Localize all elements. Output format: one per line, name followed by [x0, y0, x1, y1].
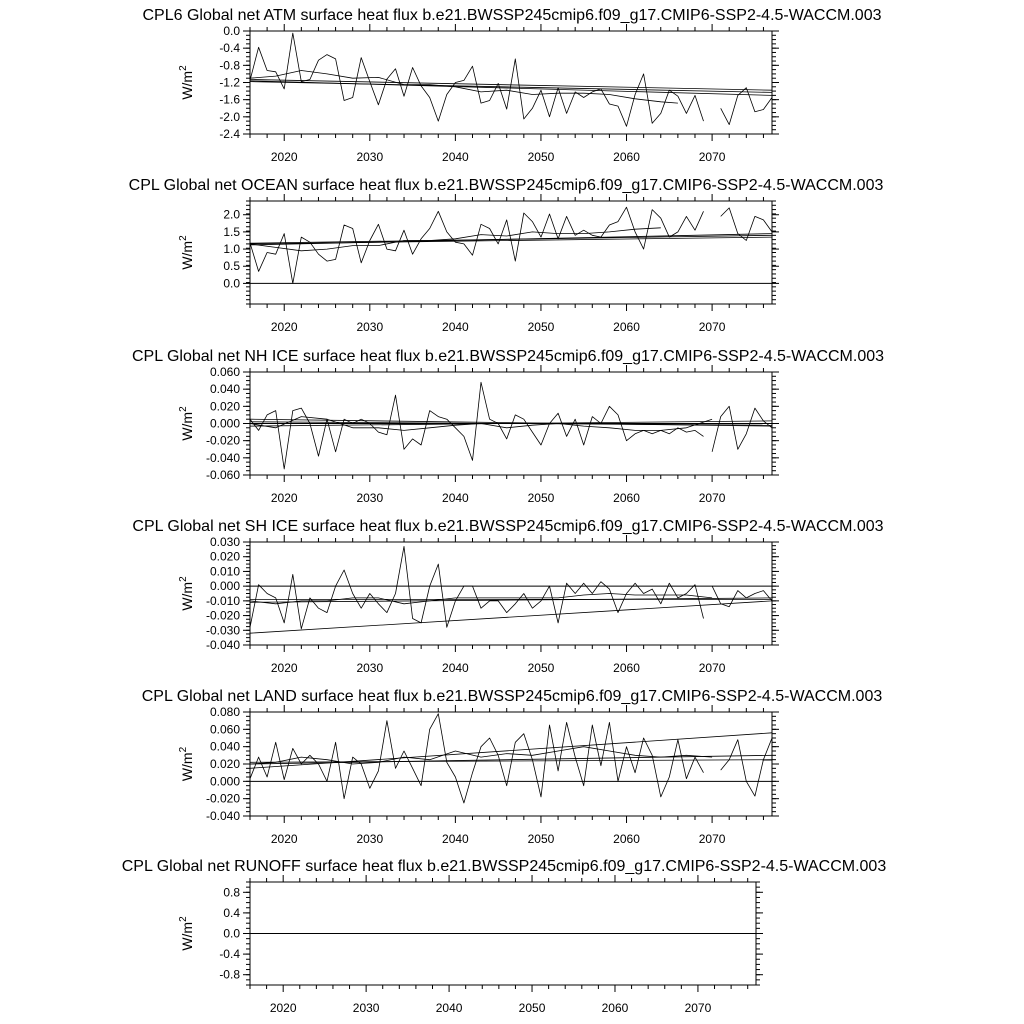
x-tick-label: 2020	[270, 661, 298, 675]
x-tick-label: 2070	[698, 491, 726, 505]
x-tick-label: 2070	[684, 1001, 712, 1015]
x-tick-label: 2050	[527, 150, 555, 164]
y-axis-label-superscript: 2	[178, 235, 189, 241]
y-axis-label-base: W/m	[179, 70, 195, 100]
y-tick-label: -0.020	[205, 433, 240, 448]
series-line	[250, 598, 772, 602]
x-tick-label: 2050	[518, 1001, 546, 1015]
chart-title: CPL Global net RUNOFF surface heat flux b.e21.BWSSP245cmip6.f09_g17.CMIP6-SSP2-4.5-WACCM.003	[121, 858, 887, 875]
plot-frame	[250, 542, 772, 645]
chart-panel	[142, 7, 881, 164]
y-axis-label	[178, 576, 195, 611]
series-line	[250, 601, 772, 633]
x-tick-label: 2040	[442, 832, 469, 846]
series-line	[721, 88, 772, 125]
y-tick-label: -0.020	[205, 791, 240, 806]
x-tick-label: 2070	[698, 661, 726, 675]
y-tick-label: 0.030	[209, 535, 240, 549]
y-tick-label: 1.5	[223, 224, 240, 239]
chart-panel	[132, 348, 884, 505]
plot-frame	[250, 201, 772, 304]
y-tick-label: 0.010	[209, 564, 240, 579]
x-tick-label: 2030	[356, 491, 384, 505]
y-tick-label: 0.080	[209, 705, 240, 719]
series-line	[250, 714, 704, 803]
x-tick-label: 2070	[698, 320, 726, 334]
y-tick-label: 0.8	[223, 885, 240, 900]
y-axis-label	[178, 235, 195, 270]
y-axis-label-superscript: 2	[178, 576, 189, 582]
series-line	[712, 406, 772, 452]
y-tick-label: -2.4	[219, 127, 240, 141]
y-tick-label: 0.060	[209, 365, 240, 379]
y-tick-label: -2.0	[219, 109, 240, 124]
y-axis-label-base: W/m	[179, 752, 195, 782]
x-tick-label: 2030	[356, 320, 384, 334]
x-tick-label: 2020	[270, 150, 298, 164]
y-tick-label: -0.010	[205, 593, 240, 608]
y-tick-label: 0.020	[209, 549, 240, 564]
y-tick-label: -0.4	[219, 41, 240, 56]
chart-title: CPL Global net NH ICE surface heat flux b.e21.BWSSP245cmip6.f09_g17.CMIP6-SSP2-4.5-WACCM.003	[131, 348, 885, 365]
y-tick-label: -0.8	[219, 967, 240, 982]
y-tick-label: 0.4	[223, 905, 240, 920]
y-axis-label	[178, 916, 195, 951]
x-tick-label: 2070	[698, 832, 726, 846]
y-tick-label: 0.0	[223, 24, 240, 38]
x-tick-label: 2030	[352, 1001, 380, 1015]
y-tick-label: 0.060	[209, 722, 240, 737]
x-tick-label: 2060	[613, 832, 640, 846]
x-tick-label: 2060	[613, 320, 640, 334]
x-tick-label: 2030	[356, 832, 384, 846]
x-tick-label: 2030	[356, 150, 384, 164]
x-tick-label: 2050	[527, 832, 555, 846]
series-line	[712, 586, 772, 607]
chart-panel	[122, 858, 887, 1015]
y-tick-label: -0.040	[205, 809, 240, 823]
y-axis-label-superscript: 2	[178, 916, 189, 922]
x-tick-label: 2060	[601, 1001, 629, 1015]
chart-title: CPL6 Global net ATM surface heat flux b.e21.BWSSP245cmip6.f09_g17.CMIP6-SSP2-4.5-WACCM.003	[142, 7, 882, 24]
series-line	[250, 33, 704, 126]
x-tick-label: 2020	[270, 491, 298, 505]
series-line	[250, 207, 704, 283]
y-axis-label	[178, 746, 195, 781]
x-tick-label: 2040	[435, 1001, 463, 1015]
y-tick-label: -0.8	[219, 58, 240, 73]
y-tick-label: 1.0	[223, 242, 240, 257]
y-tick-label: 0.5	[223, 259, 240, 274]
x-tick-label: 2050	[527, 320, 555, 334]
y-axis-label-superscript: 2	[178, 746, 189, 753]
y-tick-label: 0.000	[209, 416, 240, 431]
series-line	[250, 546, 704, 628]
y-tick-label: 0.000	[209, 579, 240, 594]
y-axis-label-superscript: 2	[178, 65, 189, 71]
x-tick-label: 2040	[442, 661, 469, 675]
y-tick-label: -1.6	[219, 92, 240, 107]
chart-title: CPL Global net LAND surface heat flux b.e21.BWSSP245cmip6.f09_g17.CMIP6-SSP2-4.5-WACCM.003	[141, 688, 883, 705]
y-axis-label	[178, 406, 195, 441]
chart-panel	[132, 518, 883, 675]
x-tick-label: 2060	[613, 661, 640, 675]
y-tick-label: -0.020	[205, 608, 240, 623]
y-axis-label	[178, 65, 195, 100]
y-tick-label: 0.040	[209, 739, 240, 754]
x-tick-label: 2020	[270, 320, 298, 334]
y-tick-label: -0.4	[219, 947, 240, 962]
x-tick-label: 2050	[527, 661, 555, 675]
y-tick-label: 0.0	[223, 926, 240, 941]
x-tick-label: 2030	[356, 661, 384, 675]
y-axis-label-base: W/m	[179, 921, 195, 951]
x-tick-label: 2040	[442, 491, 469, 505]
x-tick-label: 2020	[269, 1001, 297, 1015]
y-tick-label: 0.0	[223, 276, 240, 291]
x-tick-label: 2050	[527, 491, 555, 505]
y-axis-label-base: W/m	[179, 411, 195, 441]
y-tick-label: 0.040	[209, 382, 240, 397]
y-tick-label: -0.040	[205, 450, 240, 465]
chart-panel	[129, 177, 884, 334]
x-tick-label: 2020	[270, 832, 298, 846]
y-tick-label: -1.2	[219, 75, 240, 90]
x-tick-label: 2060	[613, 491, 640, 505]
y-tick-label: 2.0	[223, 207, 240, 222]
y-tick-label: -0.060	[205, 468, 240, 482]
series-line	[250, 80, 772, 91]
y-tick-label: -0.030	[205, 623, 240, 638]
chart-panel	[142, 688, 883, 846]
x-tick-label: 2040	[442, 320, 469, 334]
y-tick-label: 0.000	[209, 774, 240, 789]
chart-title: CPL Global net OCEAN surface heat flux b.e21.BWSSP245cmip6.f09_g17.CMIP6-SSP2-4.5-WACCM.003	[128, 177, 884, 194]
x-tick-label: 2070	[698, 150, 726, 164]
x-tick-label: 2040	[442, 150, 469, 164]
y-axis-label-base: W/m	[179, 240, 195, 270]
y-tick-label: -0.040	[205, 638, 240, 652]
x-tick-label: 2060	[613, 150, 640, 164]
y-tick-label: 0.020	[209, 757, 240, 771]
y-axis-label-base: W/m	[179, 581, 195, 611]
y-tick-label: 0.020	[209, 399, 240, 414]
chart-title: CPL Global net SH ICE surface heat flux b.e21.BWSSP245cmip6.f09_g17.CMIP6-SSP2-4.5-WACCM.003	[132, 518, 884, 535]
series-line	[721, 738, 772, 796]
y-axis-label-superscript: 2	[178, 406, 189, 412]
